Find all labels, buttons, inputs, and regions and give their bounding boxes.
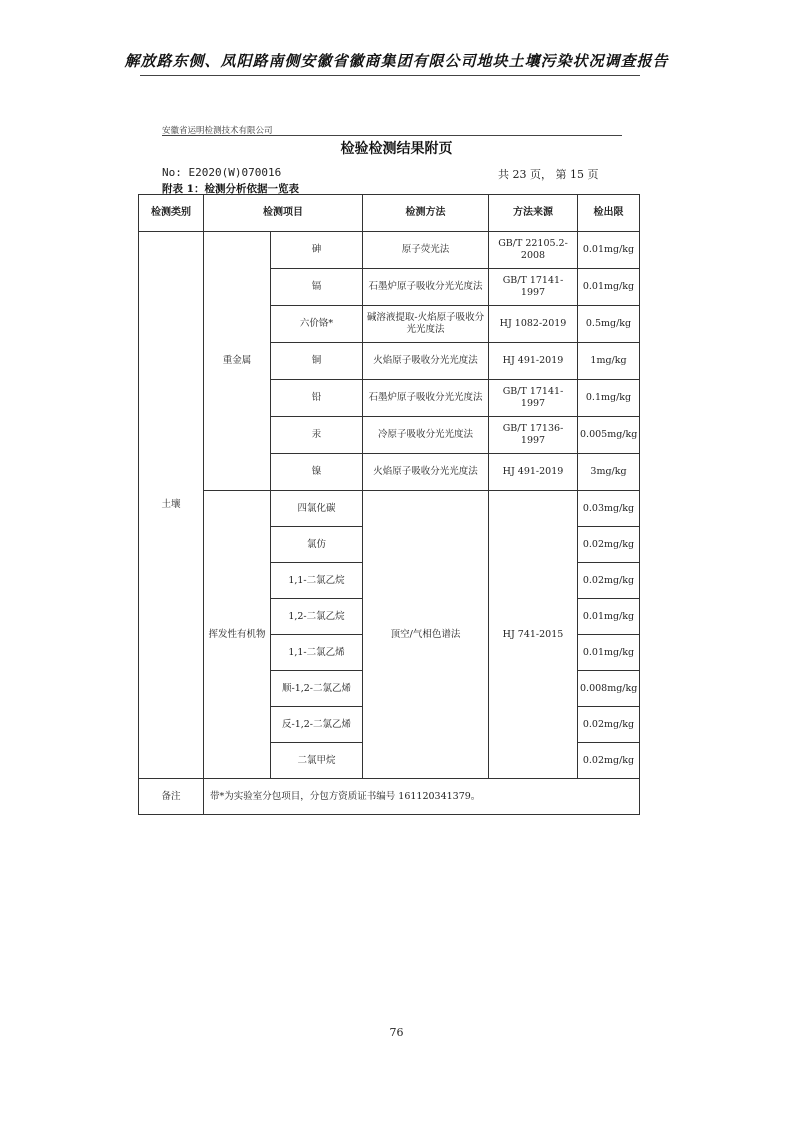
header-item: 检测项目 bbox=[204, 195, 363, 232]
limit-cell: 0.02mg/kg bbox=[578, 563, 640, 599]
document-title: 检验检测结果附页 bbox=[340, 141, 453, 157]
group-vocs: 挥发性有机物 bbox=[204, 491, 271, 779]
item-cell: 镍 bbox=[271, 454, 363, 491]
method-cell: 石墨炉原子吸收分光光度法 bbox=[363, 380, 489, 417]
item-cell: 1,2-二氯乙烷 bbox=[271, 599, 363, 635]
method-cell: 原子荧光法 bbox=[363, 232, 489, 269]
header-source: 方法来源 bbox=[489, 195, 578, 232]
limit-cell: 0.1mg/kg bbox=[578, 380, 640, 417]
source-cell-merged: HJ 741-2015 bbox=[489, 491, 578, 779]
item-cell: 汞 bbox=[271, 417, 363, 454]
limit-cell: 0.01mg/kg bbox=[578, 635, 640, 671]
group-heavy-metals: 重金属 bbox=[204, 232, 271, 491]
limit-cell: 0.5mg/kg bbox=[578, 306, 640, 343]
item-cell: 1,1-二氯乙烯 bbox=[271, 635, 363, 671]
limit-cell: 0.02mg/kg bbox=[578, 707, 640, 743]
source-cell: GB/T 17136-1997 bbox=[489, 417, 578, 454]
source-cell: HJ 491-2019 bbox=[489, 343, 578, 380]
source-cell: GB/T 22105.2-2008 bbox=[489, 232, 578, 269]
method-cell: 碱溶液提取-火焰原子吸收分光光度法 bbox=[363, 306, 489, 343]
note-text: 带*为实验室分包项目，分包方资质证书编号 161120341379。 bbox=[204, 779, 640, 815]
source-cell: GB/T 17141-1997 bbox=[489, 269, 578, 306]
company-name: 安徽省运明检测技术有限公司 bbox=[162, 126, 273, 136]
table-header-row bbox=[139, 195, 640, 232]
limit-cell: 3mg/kg bbox=[578, 454, 640, 491]
company-divider bbox=[162, 135, 622, 136]
item-cell: 四氯化碳 bbox=[271, 491, 363, 527]
header-divider bbox=[140, 75, 640, 76]
source-cell: GB/T 17141-1997 bbox=[489, 380, 578, 417]
method-cell-merged: 顶空/气相色谱法 bbox=[363, 491, 489, 779]
method-cell: 冷原子吸收分光光度法 bbox=[363, 417, 489, 454]
header-limit: 检出限 bbox=[578, 195, 640, 232]
limit-cell: 0.005mg/kg bbox=[578, 417, 640, 454]
category-soil: 土壤 bbox=[139, 232, 204, 779]
method-cell: 火焰原子吸收分光光度法 bbox=[363, 454, 489, 491]
item-cell: 镉 bbox=[271, 269, 363, 306]
item-cell: 反-1,2-二氯乙烯 bbox=[271, 707, 363, 743]
method-cell: 石墨炉原子吸收分光光度法 bbox=[363, 269, 489, 306]
limit-cell: 1mg/kg bbox=[578, 343, 640, 380]
page-info: 共 23 页， 第 15 页 bbox=[498, 168, 599, 181]
limit-cell: 0.02mg/kg bbox=[578, 527, 640, 563]
note-row bbox=[139, 779, 640, 815]
table-row bbox=[139, 491, 640, 527]
item-cell: 氯仿 bbox=[271, 527, 363, 563]
limit-cell: 0.01mg/kg bbox=[578, 269, 640, 306]
limit-cell: 0.03mg/kg bbox=[578, 491, 640, 527]
item-cell: 二氯甲烷 bbox=[271, 743, 363, 779]
limit-cell: 0.008mg/kg bbox=[578, 671, 640, 707]
limit-cell: 0.02mg/kg bbox=[578, 743, 640, 779]
item-cell: 铅 bbox=[271, 380, 363, 417]
method-cell: 火焰原子吸收分光光度法 bbox=[363, 343, 489, 380]
detection-basis-table bbox=[138, 194, 640, 815]
header-method: 检测方法 bbox=[363, 195, 489, 232]
report-number: No: E2020(W)070016 bbox=[162, 166, 282, 179]
source-cell: HJ 491-2019 bbox=[489, 454, 578, 491]
item-cell: 砷 bbox=[271, 232, 363, 269]
item-cell: 1,1-二氯乙烷 bbox=[271, 563, 363, 599]
source-cell: HJ 1082-2019 bbox=[489, 306, 578, 343]
limit-cell: 0.01mg/kg bbox=[578, 599, 640, 635]
note-label: 备注 bbox=[139, 779, 204, 815]
table-row bbox=[139, 232, 640, 269]
limit-cell: 0.01mg/kg bbox=[578, 232, 640, 269]
item-cell: 铜 bbox=[271, 343, 363, 380]
header-category: 检测类别 bbox=[139, 195, 204, 232]
item-cell: 六价铬* bbox=[271, 306, 363, 343]
report-header-title: 解放路东侧、凤阳路南侧安徽省徽商集团有限公司地块土壤污染状况调查报告 bbox=[124, 52, 669, 70]
page-number: 76 bbox=[389, 1026, 404, 1039]
item-cell: 顺-1,2-二氯乙烯 bbox=[271, 671, 363, 707]
appendix-title: 附表 1：检测分析依据一览表 bbox=[162, 183, 299, 195]
